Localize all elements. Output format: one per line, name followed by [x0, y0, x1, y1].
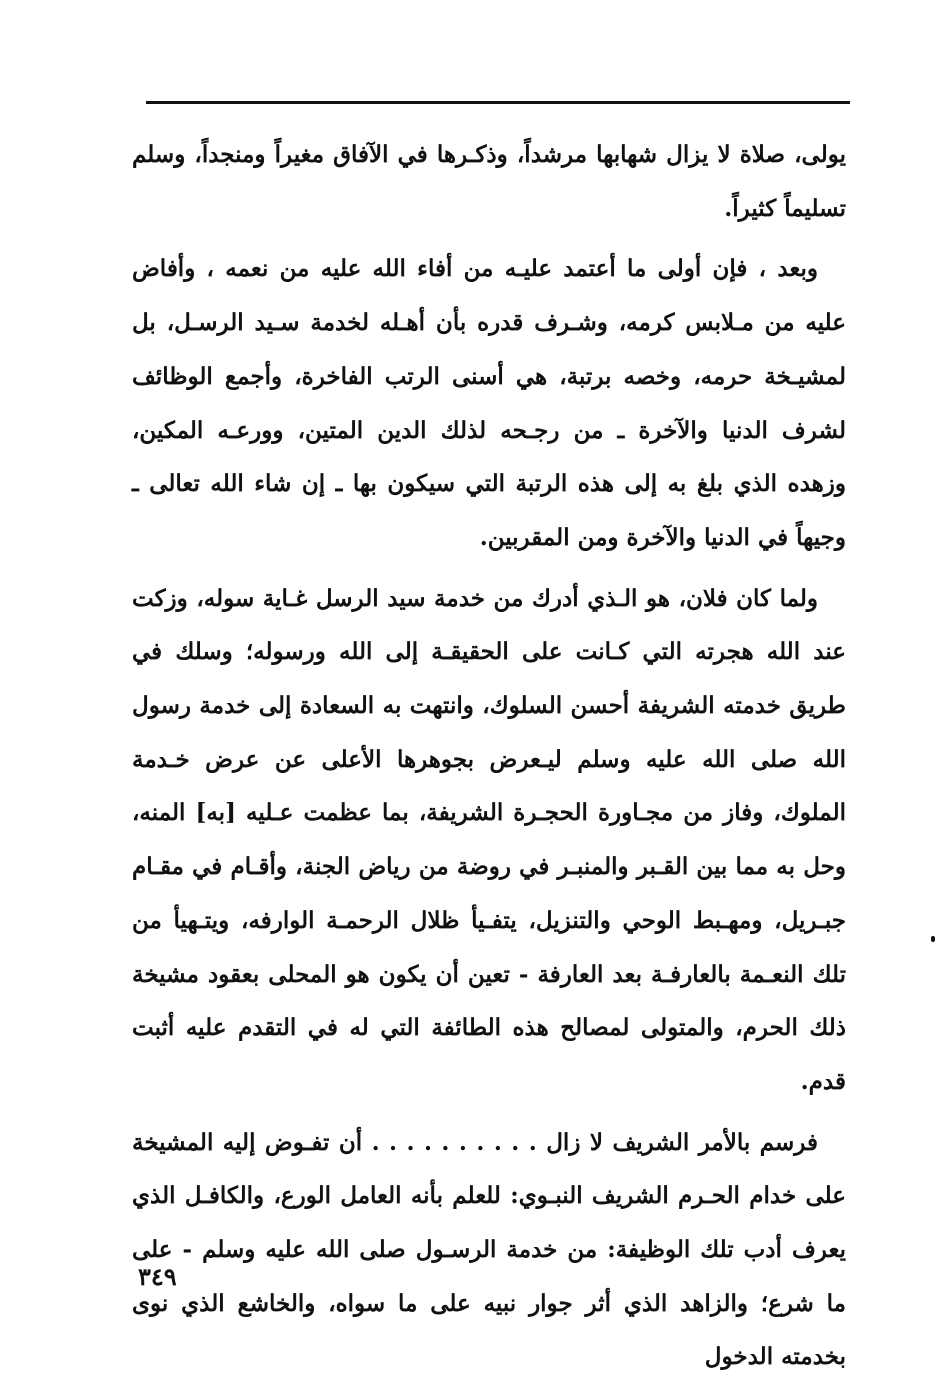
paragraph-3: ولما كان فلان، هو الـذي أدرك من خدمة سيد الرسل غـاية سوله، وزكت عند الله هجرته التي كـانت على الحقيقـة إلى الله ورسوله؛ وسلك في طريق خدمته الشريفة أحسن السلوك، وانتهت به السعادة إلى خدمة رسول الله صلى الله عليه وسلم ليـعرض بجوهرها الأعلى عن عرض خـدمة الملوك، وفاز من مجـاورة الحجـرة الشريفة، بما عظمت عـليه [به] المنه، وحل به مما بين القـبر والمنبـر في روضة من رياض الجنة، وأقـام في مقـام جبـريل، ومهـبط الوحي والتنزيل، يتفـيأ ظلال الرحمـة الوارفه، ويتـهيأ من تلك النعـمة بالعارفـة بعد العارفة - تعين أن يكون هو المحلى بعقود مشيخة ذلك الحرم، والمتولى لمصالح هذه الطائفة التي له في التقدم عليه أثبت قدم.: [132, 584, 846, 1095]
margin-mark: [931, 936, 935, 942]
paragraph-4: فرسم بالأمر الشريف لا زال . . . . . . . . . . أن تفـوض إليه المشيخة على خدام الحـرم الشريف النبـوي: للعلم بأنه العامل الورع، والكافـل الذي يعرف أدب تلك الوظيفة: من خدمة الرسـول صلى الله عليه وسلم - على ما شرع؛ والزاهد الذي أثر جوار نبيه على ما سواه، والخاشع الذي نوى بخدمته الدخول: [132, 1128, 846, 1371]
page-number: ٣٤٩: [138, 1262, 177, 1291]
body-text: [132, 128, 846, 1391]
paragraph-1: يولى، صلاة لا يزال شهابها مرشداً، وذكـرها في الآفاق مغيراً ومنجداً، وسلم تسليماً كثيراً.: [132, 141, 847, 222]
paragraph-2: وبعد ، فإن أولى ما أعتمد عليـه من أفاء الله عليه من نعمه ، وأفاض عليه من مـلابس كرمه، وشـرف قدره بأن أهـله لخدمة سـيد الرسـل، بل لمشيـخة حرمه، وخصه برتبة، هي أسنى الرتب الفاخرة، وأجمع الوظائف لشرف الدنيا والآخرة ـ من رجـحه لذلك الدين المتين، وورعـه المكين، وزهده الذي بلغ به إلى هذه الرتبة التي سيكون بها ـ إن شاء الله تعالى ـ وجيهاً في الدنيا والآخرة ومن المقربين.: [132, 255, 846, 551]
header-rule: [146, 101, 850, 104]
